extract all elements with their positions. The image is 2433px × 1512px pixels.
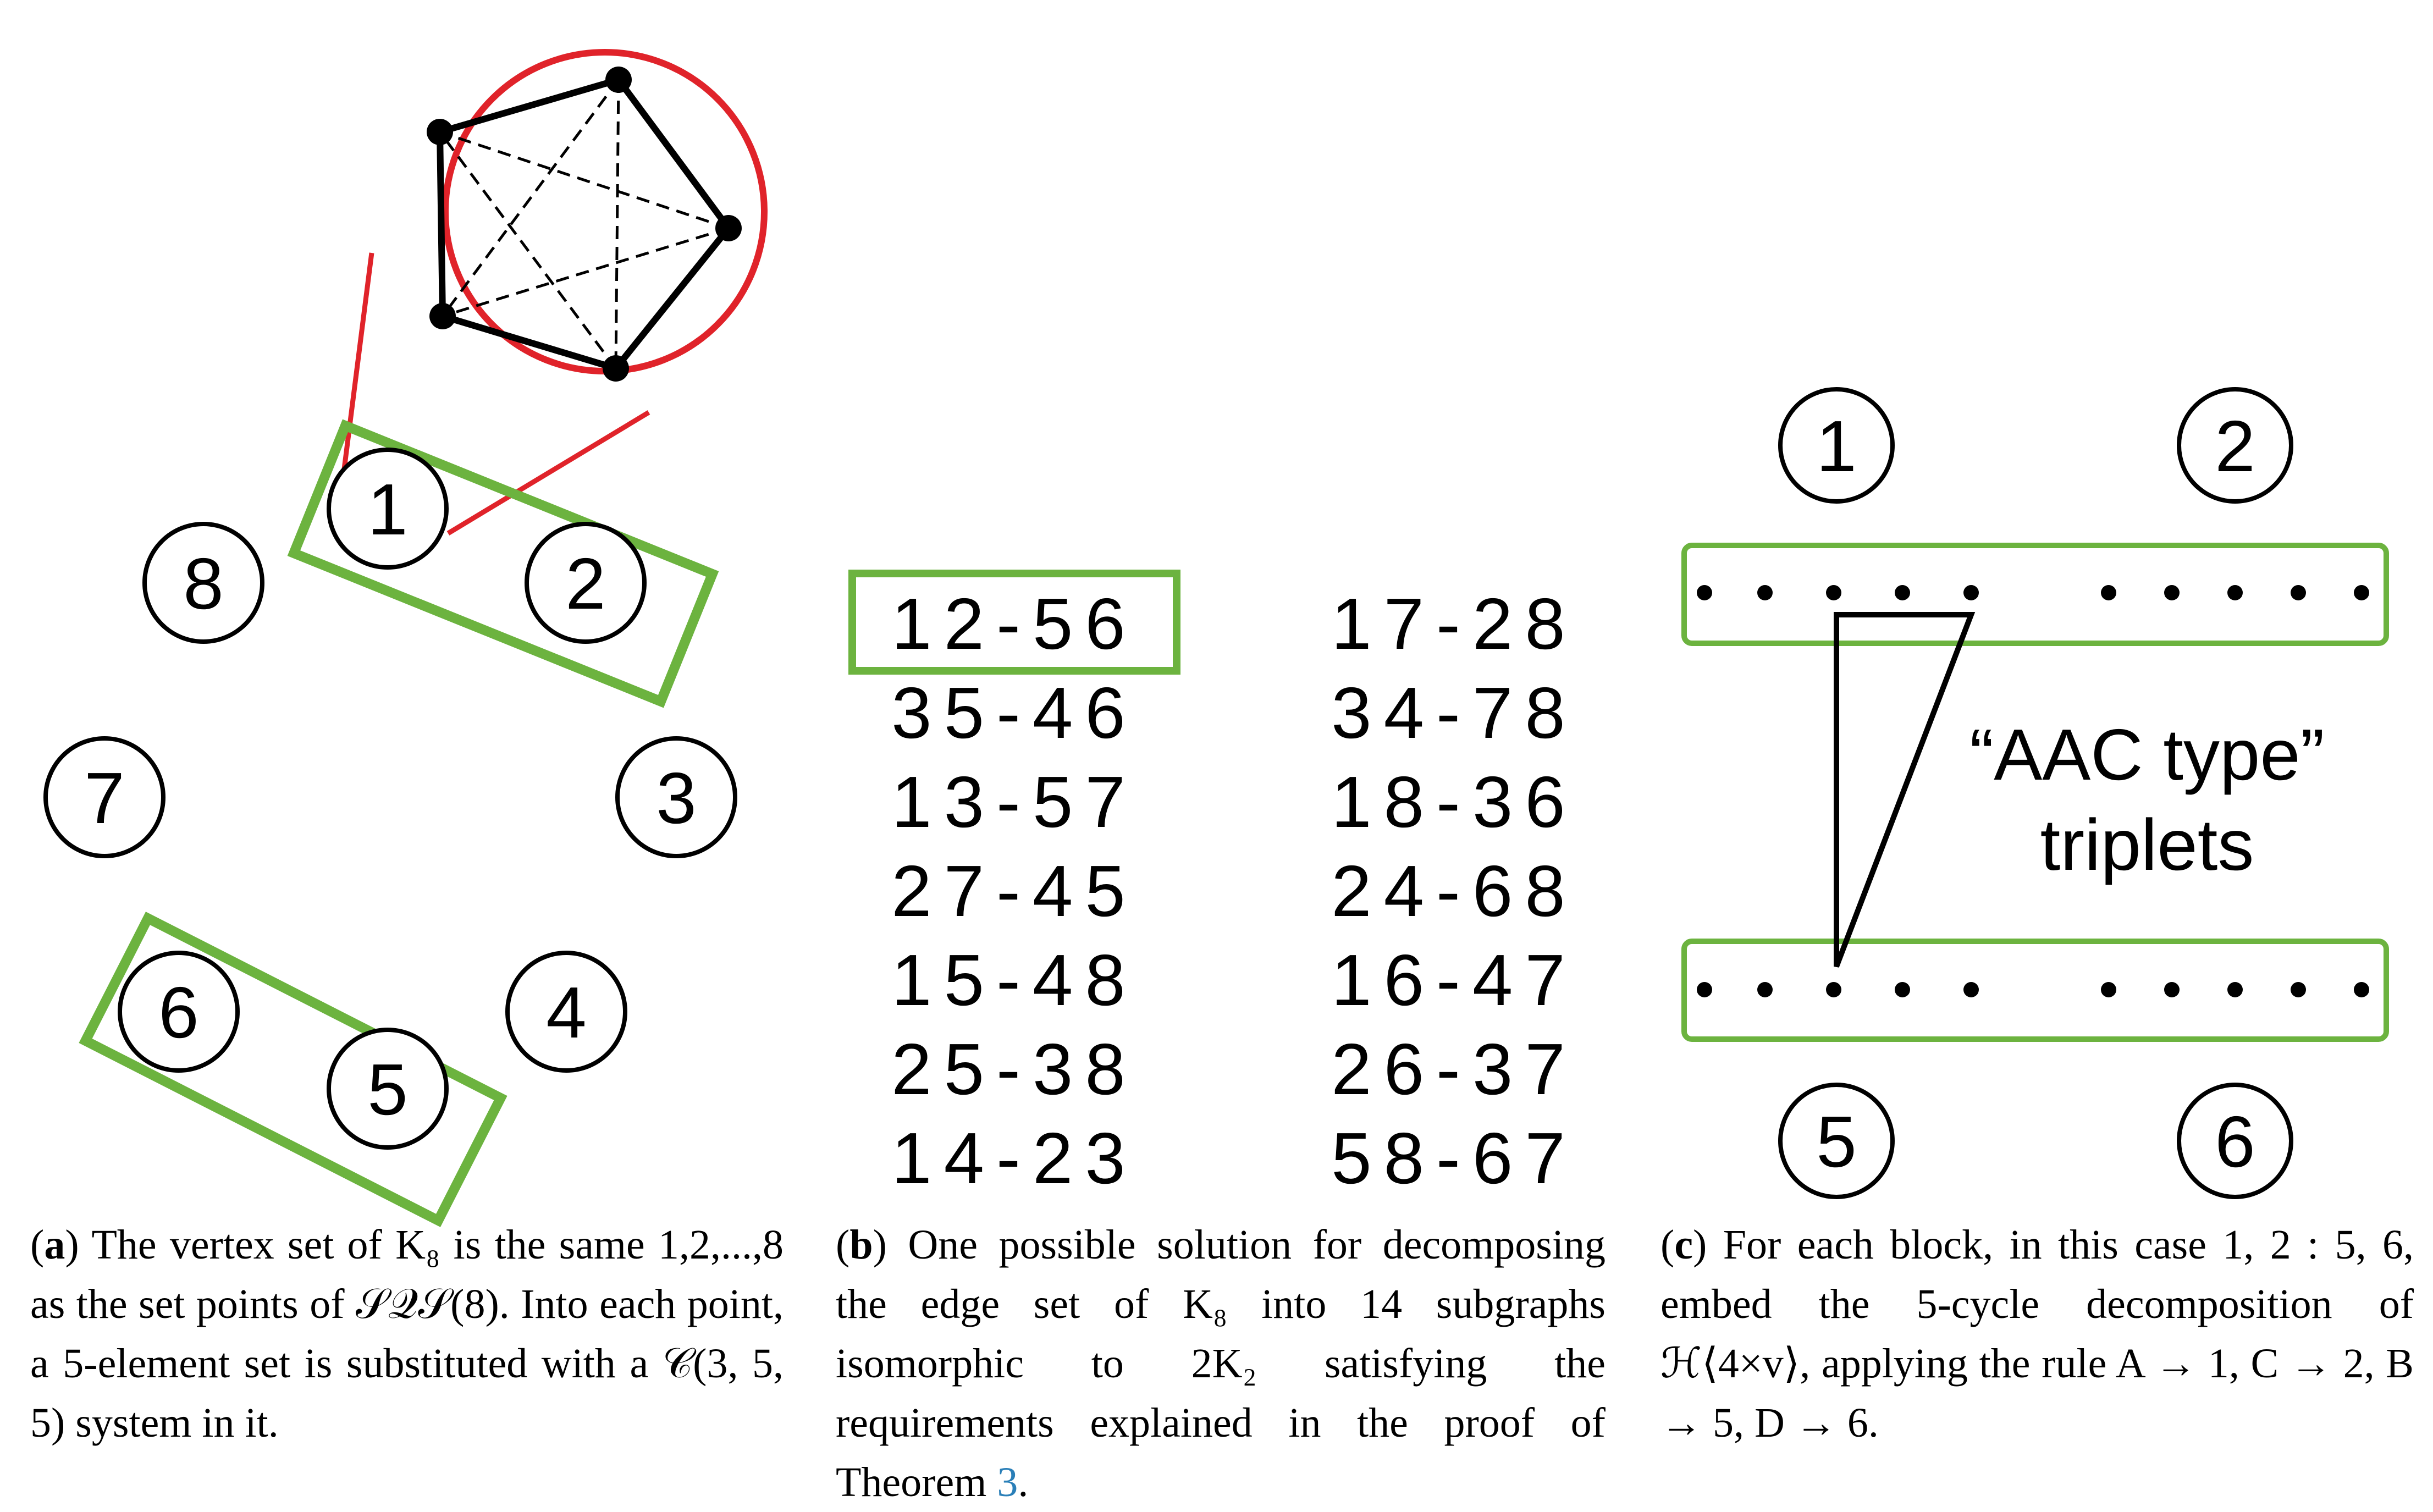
vertex-node-8: [145, 524, 262, 642]
theorem-reference-link[interactable]: 3: [997, 1459, 1018, 1505]
annotation-aac-type: “AAC type”: [1969, 714, 2325, 795]
pair-entry: 15-48: [891, 940, 1138, 1020]
caption-panel-c: (c) For each block, in this case 1, 2 : 5, 6, embed the 5-cycle decomposition of ℋ⟨4×v⟩, applying the rule A → 1, C → 2, B → 5, D → 6.: [1660, 1222, 2414, 1446]
vertex-label: 1: [367, 469, 408, 550]
k5-vertex: [429, 303, 456, 329]
caption-panel-b: (b) One possible solution for decomposing the edge set of K₈ into 14 subgraphs isomorphic to 2K₂ satisfying the requirements explained in the proof of Theorem 3.: [836, 1222, 1606, 1505]
vertex-label: 6: [158, 972, 199, 1053]
point-dots-bottom: [1697, 982, 2369, 997]
pair-entry: 14-23: [891, 1118, 1138, 1199]
pair-entry: 58-67: [1331, 1118, 1577, 1199]
pair-column-left: [891, 583, 1138, 1199]
pair-entry: 17-28: [1331, 583, 1577, 664]
caption-tag: b: [849, 1222, 873, 1268]
vertex-label: 1: [1816, 406, 1857, 487]
vertex-node-c6: [2179, 1085, 2291, 1197]
k5-vertex: [605, 67, 632, 93]
pair-entry: 27-45: [891, 851, 1138, 931]
k5-vertex: [603, 355, 629, 382]
panel-b-pair-table: [852, 573, 1577, 1199]
vertex-node-2: [527, 524, 644, 642]
caption-text: ) One possible solution for decomposing the edge set of K₈ into 14 subgraphs isomorphic to 2K₂ satisfying the requirements explained in the proof of Theorem: [836, 1222, 1606, 1505]
point-row-top: [1684, 545, 2386, 643]
pair-entry: 18-36: [1331, 761, 1577, 842]
caption-text: ) The vertex set of K₈ is the same 1,2,...,8 as the set points of 𝒮𝒬𝒮(8). Into each point, a 5-element set is substituted with a 𝒞(3, 5, 5) system in it.: [30, 1222, 784, 1446]
panel-c-diagram: [1684, 389, 2386, 1197]
vertex-label: 8: [183, 543, 224, 624]
vertex-node-5: [329, 1030, 446, 1147]
magnifier-connector-right: [448, 412, 649, 533]
vertex-node-4: [507, 953, 625, 1070]
aac-triplet-triangle: [1836, 615, 1971, 967]
vertex-node-c5: [1780, 1085, 1893, 1197]
k5-vertex: [715, 215, 742, 241]
vertex-label: 5: [1816, 1101, 1857, 1182]
point-row-bottom: [1684, 941, 2386, 1039]
annotation-triplets: triplets: [2040, 804, 2254, 885]
pair-entry: 25-38: [891, 1029, 1138, 1110]
vertex-label: 3: [656, 758, 697, 838]
pair-entry: 13-57: [891, 761, 1138, 842]
pair-column-right: [1331, 583, 1577, 1199]
vertex-node-1: [329, 450, 446, 567]
pair-entry: 34-78: [1331, 672, 1577, 753]
vertex-label: 2: [565, 543, 606, 624]
vertex-node-c1: [1780, 389, 1893, 501]
pair-entry: 16-47: [1331, 940, 1577, 1020]
vertex-node-c2: [2179, 389, 2291, 501]
pair-entry: 24-68: [1331, 851, 1577, 931]
caption-end: .: [1018, 1459, 1029, 1505]
vertex-node-6: [120, 953, 238, 1070]
panel-a-diagram: [46, 52, 764, 1221]
pair-entry: 26-37: [1331, 1029, 1577, 1110]
vertex-label: 6: [2215, 1101, 2255, 1182]
pair-entry: 35-46: [891, 672, 1138, 753]
vertex-label: 5: [367, 1049, 408, 1130]
caption-tag: a: [44, 1222, 65, 1268]
vertex-label: 7: [84, 758, 125, 838]
point-dots-top: [1697, 585, 2369, 600]
pair-entry: 12-56: [891, 583, 1138, 664]
vertex-label: 2: [2215, 406, 2255, 487]
vertex-label: 4: [546, 972, 587, 1053]
vertex-node-3: [617, 738, 735, 856]
caption-panel-a: (a) The vertex set of K₈ is the same 1,2,...,8 as the set points of 𝒮𝒬𝒮(8). Into each point, a 5-element set is substituted with a 𝒞(3, 5, 5) system in it.: [30, 1222, 784, 1446]
caption-tag: c: [1674, 1222, 1693, 1268]
caption-text: ) For each block, in this case 1, 2 : 5, 6, embed the 5-cycle decomposition of ℋ⟨4×v⟩, applying the rule A → 1, C → 2, B → 5, D → 6.: [1660, 1222, 2414, 1446]
vertex-node-7: [46, 738, 163, 856]
k5-vertex: [427, 119, 453, 145]
